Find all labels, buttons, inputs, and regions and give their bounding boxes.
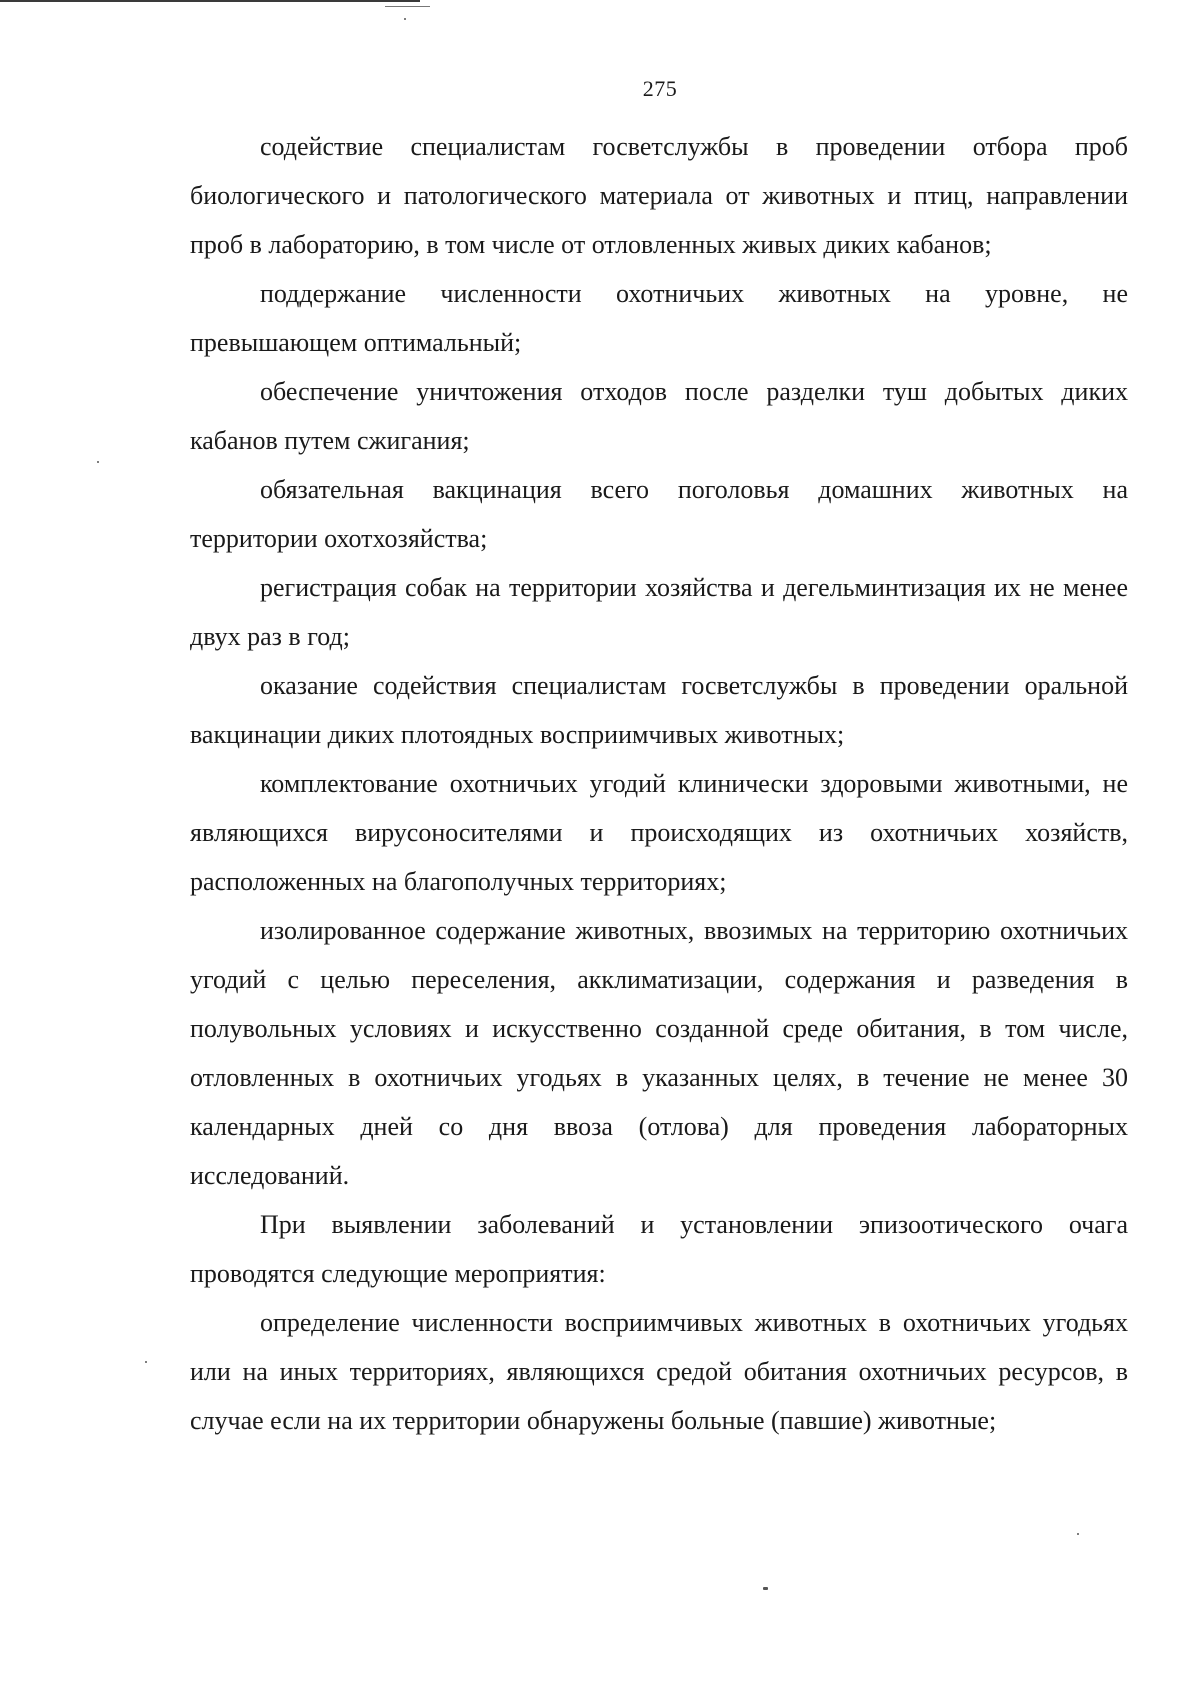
document-body bbox=[190, 122, 1128, 1445]
paragraph-sample-collection: содействие специалистам госветслужбы в проведении отбора проб биологического и патологического материала от животных и птиц, направлении проб в лабораторию, в том числе от отловленных живых диких кабанов; bbox=[190, 132, 1128, 259]
scan-speck bbox=[1077, 1533, 1079, 1535]
scan-edge-mark bbox=[385, 6, 430, 7]
paragraph-oral-vaccination: оказание содействия специалистам госветслужбы в проведении оральной вакцинации диких плотоядных восприимчивых животных; bbox=[190, 671, 1128, 749]
paragraph-population-count: определение численности восприимчивых животных в охотничьих угодьях или на иных территориях, являющихся средой обитания охотничьих ресурсов, в случае если на их территории обнаружены больные (павшие) животные; bbox=[190, 1308, 1128, 1435]
paragraph-dog-registration: регистрация собак на территории хозяйства и дегельминтизация их не менее двух раз в год; bbox=[190, 573, 1128, 651]
paragraph-restocking: комплектование охотничьих угодий клинически здоровыми животными, не являющихся вирусоносителями и происходящих из охотничьих хозяйств, расположенных на благополучных территориях; bbox=[190, 769, 1128, 896]
paragraph-waste-disposal: обеспечение уничтожения отходов после разделки туш добытых диких кабанов путем сжигания; bbox=[190, 377, 1128, 455]
paragraph-quarantine: изолированное содержание животных, ввозимых на территорию охотничьих угодий с целью переселения, акклиматизации, содержания и разведения в полувольных условиях и искусственно созданной среде обитания, в том числе, отловленных в охотничьих угодьях в указанных целях, в течение не менее 30 календарных дней со дня ввоза (отлова) для проведения лабораторных исследований. bbox=[190, 916, 1128, 1190]
scan-speck bbox=[97, 461, 99, 463]
paragraph-domestic-vaccination: обязательная вакцинация всего поголовья домашних животных на территории охотхозяйства; bbox=[190, 475, 1128, 553]
scan-speck bbox=[763, 1587, 768, 1590]
page-number: 275 bbox=[642, 76, 678, 101]
scan-speck bbox=[404, 18, 406, 20]
paragraph-outbreak-intro: При выявлении заболеваний и установлении эпизоотического очага проводятся следующие мероприятия: bbox=[190, 1210, 1128, 1288]
paragraph-population-control: поддержание численности охотничьих животных на уровне, не превышающем оптимальный; bbox=[190, 279, 1128, 357]
scan-edge-line bbox=[0, 0, 420, 2]
scan-speck bbox=[145, 1361, 147, 1363]
